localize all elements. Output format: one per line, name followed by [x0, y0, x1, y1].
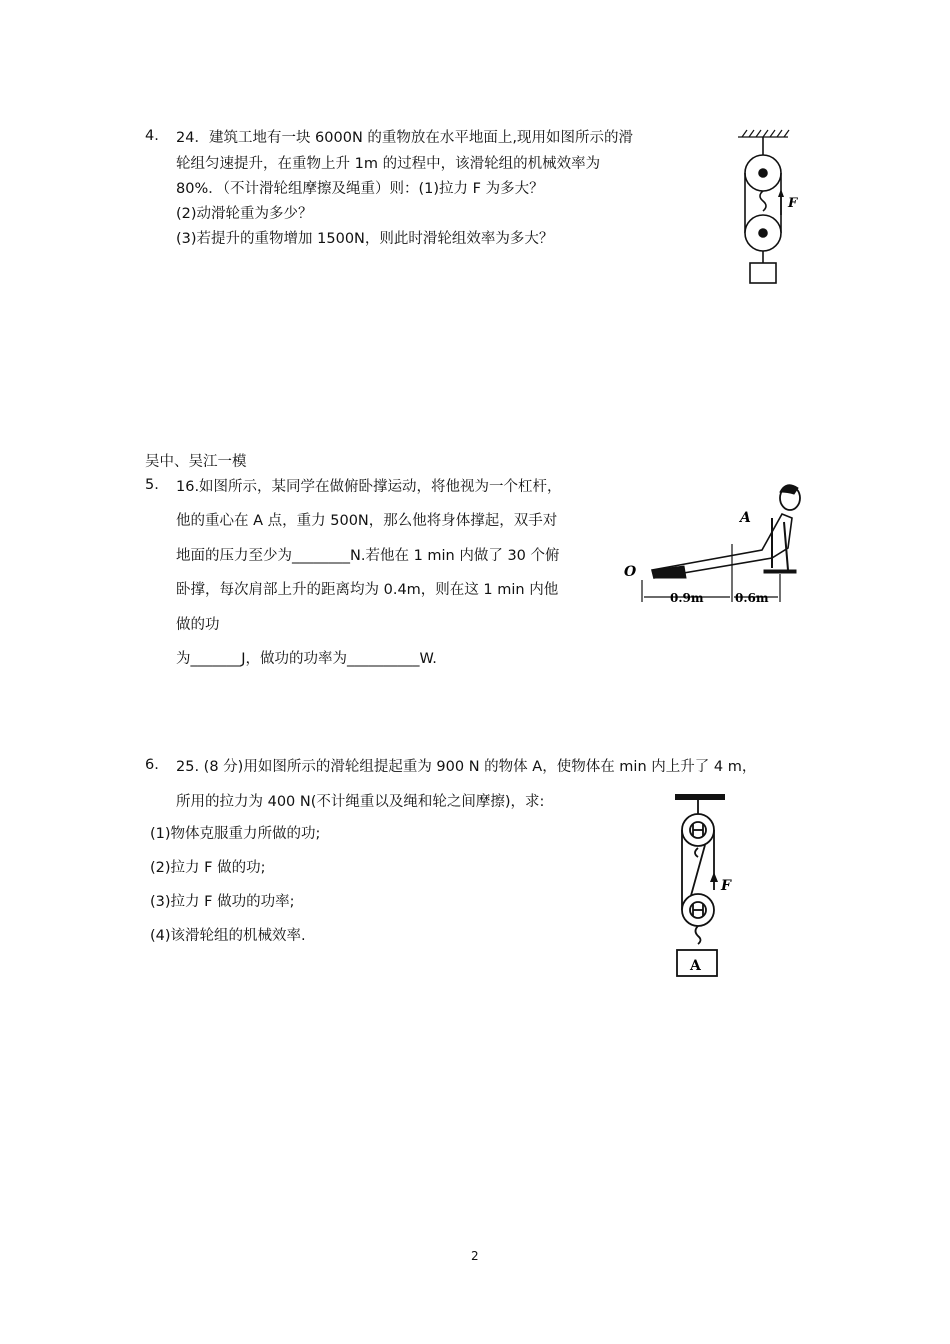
- question-6-line-1: 25. (8 分)用如图所示的滑轮组提起重为 900 N 的物体 A，使物体在 min 内上升了 4 m，: [176, 759, 757, 775]
- load-label-A: A: [690, 958, 701, 974]
- question-5-line-1: 16.如图所示，某同学在做俯卧撑运动，将他视为一个杠杆，: [176, 479, 562, 495]
- force-label-F: F: [788, 196, 798, 211]
- question-6-sub-1: (1)物体克服重力所做的功;: [150, 826, 321, 842]
- page-number: 2: [471, 1249, 479, 1263]
- question-6-number: 6.: [145, 757, 159, 773]
- question-5-line-2: 他的重心在 A 点，重力 500N，那么他将身体撑起，双手对: [176, 513, 558, 529]
- distance-label-left: 0.9m: [670, 591, 704, 605]
- pulley-figure-q6: [665, 790, 755, 985]
- pulley-figure-q4: [730, 125, 820, 290]
- question-5-line-6: 为_______J，做功的功率为__________W.: [176, 651, 437, 667]
- section-title: 吴中、吴江一模: [145, 454, 247, 470]
- pushup-figure-q5: [622, 478, 818, 610]
- distance-label-right: 0.6m: [735, 591, 769, 605]
- ceiling-bar: [675, 794, 725, 800]
- pivot-label-O: O: [624, 564, 637, 580]
- load-block: [750, 263, 776, 283]
- question-6-sub-3: (3)拉力 F 做功的功率;: [150, 894, 295, 910]
- question-5-line-4: 卧撑，每次肩部上升的距离均为 0.4m，则在这 1 min 内他: [176, 582, 559, 598]
- force-label-F: F: [721, 878, 731, 894]
- question-4-line-2: 轮组匀速提升，在重物上升 1m 的过程中，该滑轮组的机械效率为: [176, 156, 601, 172]
- question-6-sub-4: (4)该滑轮组的机械效率.: [150, 928, 306, 944]
- ceiling-hatch: [738, 130, 789, 137]
- question-4-line-1: 24．建筑工地有一块 6000N 的重物放在水平地面上,现用如图所示的滑: [176, 130, 634, 146]
- question-6-line-2: 所用的拉力为 400 N(不计绳重以及绳和轮之间摩擦)，求:: [176, 794, 545, 810]
- question-4-number: 4.: [145, 128, 159, 144]
- question-5-number: 5.: [145, 477, 159, 493]
- question-5-line-5: 做的功: [176, 617, 220, 633]
- question-5-line-3: 地面的压力至少为________N.若他在 1 min 内做了 30 个俯: [176, 548, 560, 564]
- question-6-sub-2: (2)拉力 F 做的功;: [150, 860, 266, 876]
- question-4-line-3: 80%．（不计滑轮组摩擦及绳重）则：(1)拉力 F 为多大？: [176, 181, 544, 197]
- point-label-A: A: [740, 510, 751, 526]
- question-4-line-4: (2)动滑轮重为多少？: [176, 206, 313, 222]
- question-4-line-5: (3)若提升的重物增加 1500N，则此时滑轮组效率为多大？: [176, 231, 554, 247]
